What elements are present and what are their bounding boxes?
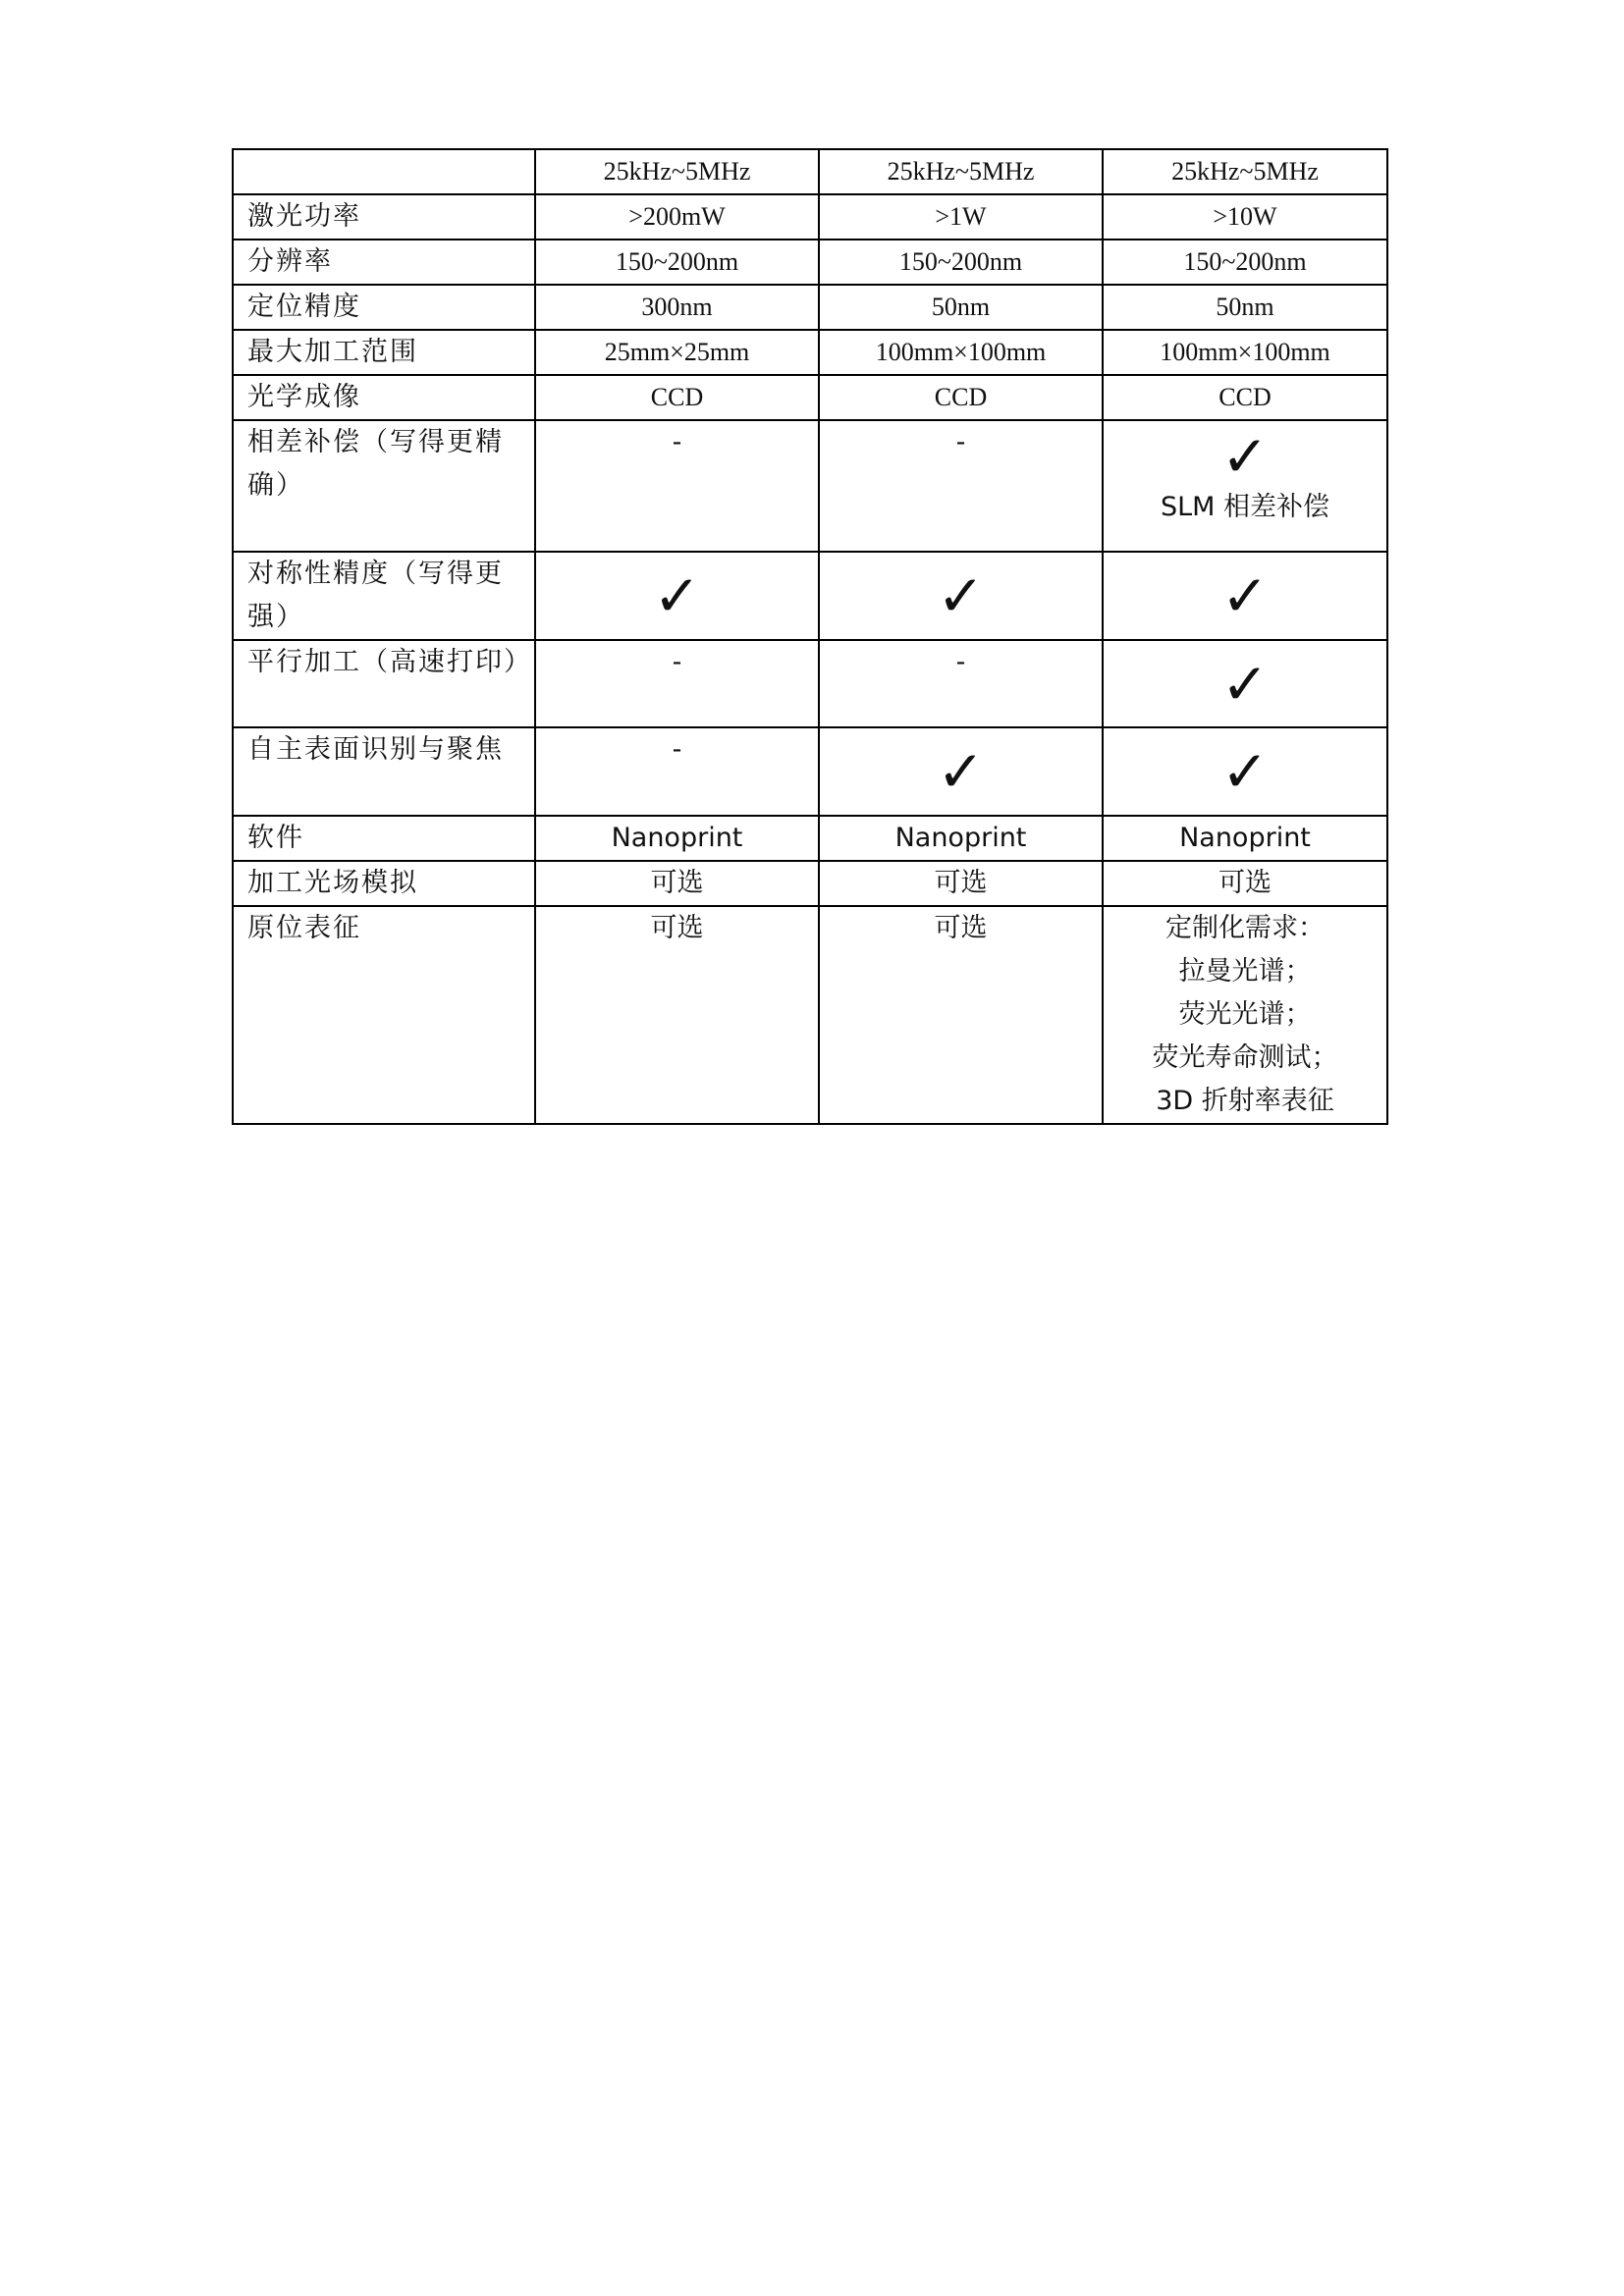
custom-line: 3D 折射率表征 (1156, 1086, 1334, 1116)
table-header-row (233, 149, 1387, 194)
checkmark-icon: ✓ (937, 562, 985, 629)
row-autofocus (233, 727, 1387, 816)
cell: 150~200nm (535, 240, 819, 285)
row-label: 最大加工范围 (233, 330, 535, 375)
row-label: 软件 (233, 816, 535, 861)
row-field-sim (233, 861, 1387, 906)
row-label: 激光功率 (233, 194, 535, 240)
dash-mark: - (672, 647, 682, 677)
cell (819, 552, 1103, 640)
cell: 25mm×25mm (535, 330, 819, 375)
cell: 50nm (819, 285, 1103, 330)
cell: CCD (535, 375, 819, 420)
cell (1103, 552, 1387, 640)
row-label: 定位精度 (233, 285, 535, 330)
slm-note: SLM 相差补偿 (1160, 492, 1330, 522)
dash-mark: - (955, 647, 966, 677)
row-label: 平行加工（高速打印） (233, 640, 535, 727)
cell: 可选 (819, 906, 1103, 1124)
cell: Nanoprint (535, 816, 819, 861)
row-label: 自主表面识别与聚焦 (233, 727, 535, 816)
checkmark-icon: ✓ (937, 738, 985, 805)
header-freq-2: 25kHz~5MHz (819, 149, 1103, 194)
cell: 可选 (535, 861, 819, 906)
custom-line: 拉曼光谱； (1178, 956, 1312, 987)
cell (1103, 640, 1387, 727)
row-positioning (233, 285, 1387, 330)
dash-mark: - (672, 734, 682, 765)
cell: Nanoprint (1103, 816, 1387, 861)
checkmark-icon: ✓ (1220, 738, 1270, 805)
cell (535, 552, 819, 640)
checkmark-icon: ✓ (653, 562, 701, 629)
cell: CCD (819, 375, 1103, 420)
row-symmetry (233, 552, 1387, 640)
cell (535, 640, 819, 727)
checkmark-icon: ✓ (1220, 562, 1270, 629)
cell (819, 640, 1103, 727)
dash-mark: - (672, 427, 682, 457)
header-empty-cell (233, 149, 535, 194)
custom-line: 定制化需求： (1165, 913, 1325, 943)
row-label: 原位表征 (233, 906, 535, 1124)
cell (1103, 727, 1387, 816)
cell: >1W (819, 194, 1103, 240)
custom-line: 荧光光谱； (1178, 999, 1312, 1030)
cell (819, 727, 1103, 816)
cell (819, 420, 1103, 552)
cell: Nanoprint (819, 816, 1103, 861)
header-freq-1: 25kHz~5MHz (535, 149, 819, 194)
row-insitu (233, 906, 1387, 1124)
header-freq-3: 25kHz~5MHz (1103, 149, 1387, 194)
cell: 可选 (1103, 861, 1387, 906)
cell: 150~200nm (819, 240, 1103, 285)
row-resolution (233, 240, 1387, 285)
cell: >200mW (535, 194, 819, 240)
cell: 可选 (535, 906, 819, 1124)
spec-table (232, 148, 1388, 1125)
row-software (233, 816, 1387, 861)
cell: 可选 (819, 861, 1103, 906)
cell: 100mm×100mm (1103, 330, 1387, 375)
cell: 50nm (1103, 285, 1387, 330)
row-label: 加工光场模拟 (233, 861, 535, 906)
row-imaging (233, 375, 1387, 420)
custom-line: 荧光寿命测试； (1152, 1042, 1338, 1073)
cell (1103, 420, 1387, 552)
row-aberration (233, 420, 1387, 552)
custom-requirements-cell (1103, 906, 1387, 1124)
row-label: 对称性精度（写得更强） (233, 552, 535, 640)
cell: 300nm (535, 285, 819, 330)
cell (535, 727, 819, 816)
cell: 100mm×100mm (819, 330, 1103, 375)
cell (535, 420, 819, 552)
checkmark-icon: ✓ (1220, 423, 1270, 490)
row-laser-power (233, 194, 1387, 240)
row-label: 分辨率 (233, 240, 535, 285)
cell: 150~200nm (1103, 240, 1387, 285)
checkmark-icon: ✓ (1220, 651, 1270, 718)
dash-mark: - (955, 427, 966, 457)
cell: >10W (1103, 194, 1387, 240)
row-label: 相差补偿（写得更精确） (233, 420, 535, 552)
row-parallel (233, 640, 1387, 727)
row-max-range (233, 330, 1387, 375)
cell: CCD (1103, 375, 1387, 420)
row-label: 光学成像 (233, 375, 535, 420)
